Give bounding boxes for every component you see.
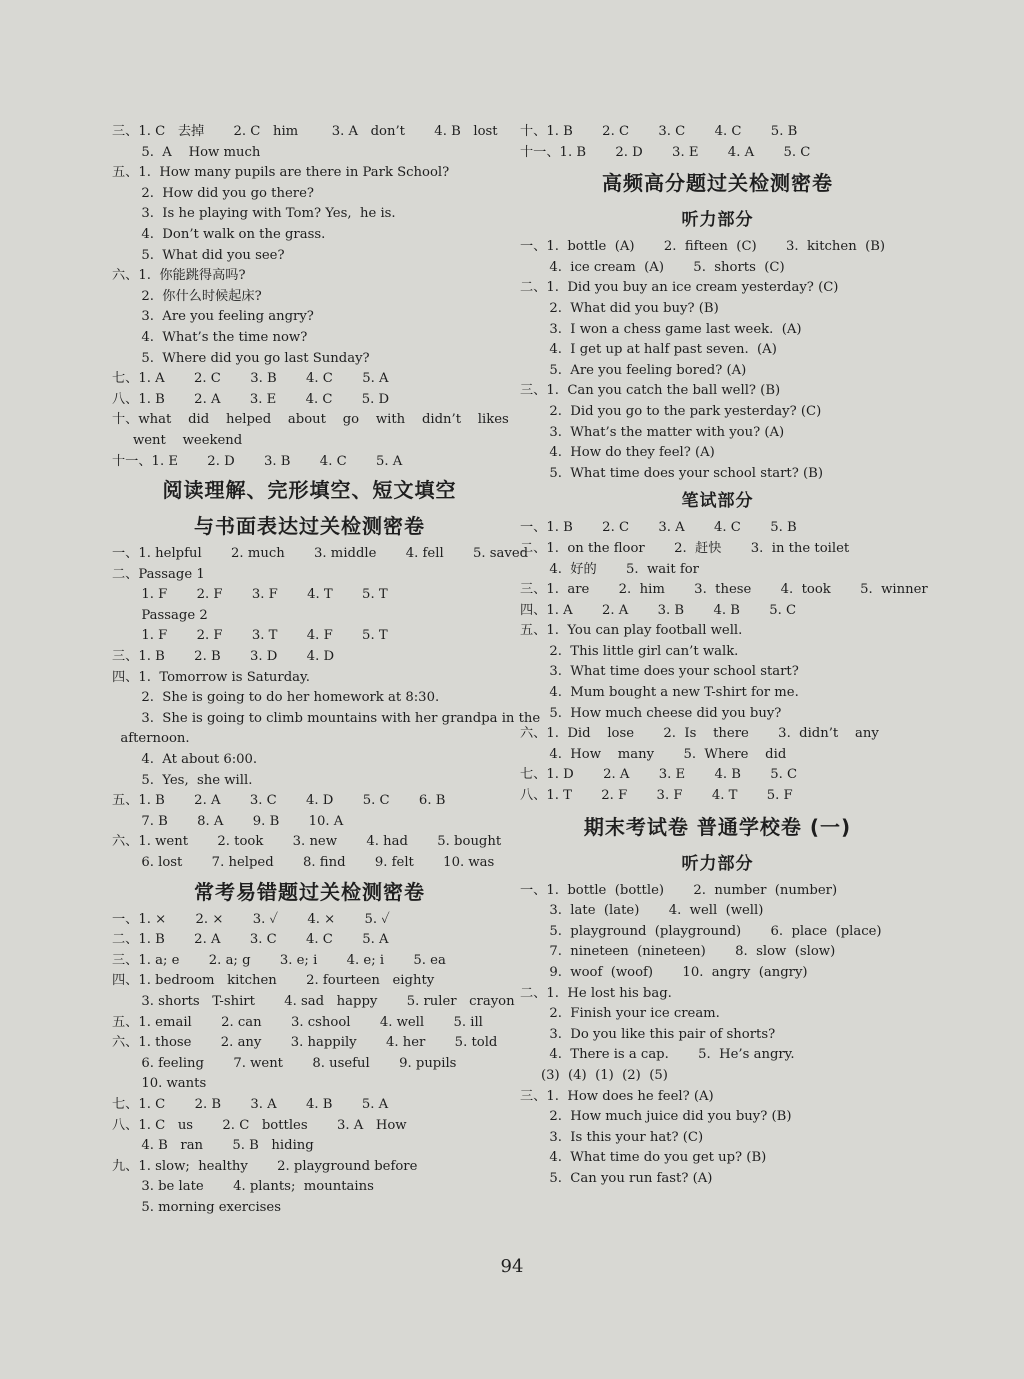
section-title: 阅读理解、完形填空、短文填空 (162, 478, 457, 503)
answer-line: Passage 2 (112, 607, 208, 623)
answer-line: 5. A How much (112, 144, 261, 160)
answer-line: 3. What’s the matter with you? (A) (520, 424, 785, 440)
answer-line: 十、what did helped about go with didn’t likes (112, 412, 509, 428)
page-number: 94 (500, 1256, 524, 1277)
answer-line: 一、1. helpful 2. much 3. middle 4. fell 5. saved (112, 546, 529, 562)
answer-line: 5. Yes, she will. (112, 772, 253, 788)
answer-line: 4. What time do you get up? (B) (520, 1150, 767, 1166)
answer-line: 五、1. How many pupils are there in Park School? (112, 165, 450, 181)
answer-line: 3. Are you feeling angry? (112, 309, 314, 325)
answer-line: 4. At about 6:00. (112, 752, 258, 768)
answer-line: 4. 好的 5. wait for (520, 561, 699, 577)
answer-line: 5. playground (playground) 6. place (place) (520, 923, 882, 939)
answer-line: 一、1. bottle (A) 2. fifteen (C) 3. kitchen (B) (520, 239, 886, 255)
answer-line: 2. This little girl can’t walk. (520, 643, 739, 659)
answer-line: 4. How many 5. Where did (520, 746, 787, 762)
answer-line: 八、1. B 2. A 3. E 4. C 5. D (112, 391, 390, 407)
answer-line: 3. I won a chess game last week. (A) (520, 321, 802, 337)
answer-line: 三、1. Can you catch the ball well? (B) (520, 383, 781, 399)
answer-line: 二、1. Did you buy an ice cream yesterday? (C) (520, 280, 839, 296)
answer-line: 7. nineteen (nineteen) 8. slow (slow) (520, 944, 836, 960)
answer-line: 3. She is going to climb mountains with her grandpa in the (112, 710, 541, 726)
section-subtitle: 笔试部分 (681, 491, 754, 512)
answer-line: 5. What did you see? (112, 247, 285, 263)
answer-line: 2. Did you go to the park yesterday? (C) (520, 403, 822, 419)
answer-line: 2. How did you go there? (112, 185, 314, 201)
answer-line: 3. What time does your school start? (520, 664, 799, 680)
answer-line: 4. Mum bought a new T-shirt for me. (520, 685, 799, 701)
section-title: 常考易错题过关检测密卷 (194, 879, 425, 904)
answer-line: 4. Don’t walk on the grass. (112, 226, 326, 242)
answer-line: 十、1. B 2. C 3. C 4. C 5. B (520, 124, 798, 139)
answer-line: 3. late (late) 4. well (well) (520, 903, 764, 919)
answer-line: 3. shorts T-shirt 4. sad happy 5. ruler crayon (112, 993, 515, 1009)
answer-line: 一、1. × 2. × 3. ✓ 4. × 5. ✓ (112, 911, 390, 927)
answer-line: 七、1. C 2. B 3. A 4. B 5. A (112, 1096, 389, 1112)
answer-line: 五、1. You can play football well. (520, 623, 743, 639)
answer-line: 七、1. D 2. A 3. E 4. B 5. C (520, 767, 798, 783)
answer-line: 4. B ran 5. B hiding (112, 1138, 314, 1154)
answer-line: 三、1. a; e 2. a; g 3. e; i 4. e; i 5. ea (112, 952, 446, 968)
answer-line: 八、1. T 2. F 3. F 4. T 5. F (520, 788, 793, 804)
answer-line: 2. Finish your ice cream. (520, 1006, 720, 1022)
answer-line: 三、1. B 2. B 3. D 4. D (112, 649, 335, 665)
answer-line: 6. lost 7. helped 8. find 9. felt 10. was (112, 855, 495, 870)
answer-line: 五、1. email 2. can 3. cshool 4. well 5. ill (112, 1014, 483, 1030)
answer-line: 三、1. are 2. him 3. these 4. took 5. winner (520, 582, 928, 598)
answer-line: 二、1. B 2. A 3. C 4. C 5. A (112, 932, 389, 948)
answer-line: afternoon. (112, 731, 190, 747)
answer-line: 2. She is going to do her homework at 8:30. (112, 690, 440, 706)
answer-line: 十一、1. B 2. D 3. E 4. A 5. C (520, 144, 811, 160)
answer-line: 2. How much juice did you buy? (B) (520, 1109, 792, 1125)
answer-line: went weekend (112, 432, 243, 448)
answer-line: 三、1. C 去掉 2. C him 3. A don’t 4. B lost (112, 124, 498, 139)
answer-line: 4. What’s the time now? (112, 329, 308, 345)
answer-line: 3. Is this your hat? (C) (520, 1129, 704, 1145)
answer-line: 4. There is a cap. 5. He’s angry. (520, 1047, 795, 1063)
answer-line: 六、1. Did lose 2. Is there 3. didn’t any (520, 726, 879, 742)
answer-line: 5. Can you run fast? (A) (520, 1170, 713, 1186)
answer-line: 四、1. Tomorrow is Saturday. (112, 669, 310, 685)
answer-line: 1. F 2. F 3. T 4. F 5. T (112, 628, 388, 644)
answer-line: 3. be late 4. plants; mountains (112, 1179, 374, 1195)
answer-line: 九、1. slow; healthy 2. playground before (112, 1158, 418, 1174)
section-title: 期末考试卷 普通学校卷 (一) (583, 814, 852, 839)
answer-line: 四、1. bedroom kitchen 2. fourteen eighty (112, 973, 435, 989)
answer-line: 4. I get up at half past seven. (A) (520, 342, 777, 358)
answer-line: 二、1. on the floor 2. 赶快 3. in the toilet (520, 540, 850, 556)
answer-line: 五、1. B 2. A 3. C 4. D 5. C 6. B (112, 793, 446, 809)
answer-line: 5. Where did you go last Sunday? (112, 350, 370, 366)
section-title: 与书面表达过关检测密卷 (194, 514, 425, 539)
answer-line: 2. What did you buy? (B) (520, 300, 719, 316)
answer-line: 四、1. A 2. A 3. B 4. B 5. C (520, 602, 797, 618)
answer-line: 4. How do they feel? (A) (520, 445, 715, 461)
answer-line: 9. woof (woof) 10. angry (angry) (520, 965, 808, 980)
answer-line: 5. morning exercises (112, 1199, 281, 1215)
answer-line: 七、1. A 2. C 3. B 4. C 5. A (112, 371, 389, 387)
answer-line: 6. feeling 7. went 8. useful 9. pupils (112, 1055, 457, 1071)
answer-line: 八、1. C us 2. C bottles 3. A How (112, 1117, 407, 1133)
section-subtitle: 听力部分 (681, 853, 754, 874)
answer-line: 4. ice cream (A) 5. shorts (C) (520, 259, 785, 275)
answer-line: 10. wants (112, 1076, 207, 1092)
section-title: 高频高分题过关检测密卷 (602, 171, 833, 196)
answer-line: 5. How much cheese did you buy? (520, 705, 782, 721)
answer-line: 5. Are you feeling bored? (A) (520, 362, 747, 378)
answer-line: 一、1. bottle (bottle) 2. number (number) (520, 882, 838, 898)
answer-line: 六、1. 你能跳得高吗? (112, 268, 246, 284)
answer-line: 三、1. How does he feel? (A) (520, 1088, 714, 1104)
right-column (520, 122, 928, 1190)
answer-line: 7. B 8. A 9. B 10. A (112, 813, 344, 829)
section-subtitle: 听力部分 (681, 210, 754, 231)
answer-line: 一、1. B 2. C 3. A 4. C 5. B (520, 520, 797, 536)
answer-line: 3. Is he playing with Tom? Yes, he is. (112, 206, 396, 222)
answer-line: 二、1. He lost his bag. (520, 985, 672, 1001)
answer-line: 六、1. went 2. took 3. new 4. had 5. bought (112, 834, 502, 850)
answer-line: (3) (4) (1) (2) (5) (520, 1067, 668, 1083)
answer-line: 二、Passage 1 (112, 566, 205, 582)
answer-line: 十一、1. E 2. D 3. B 4. C 5. A (112, 453, 403, 469)
answer-line: 1. F 2. F 3. F 4. T 5. T (112, 587, 388, 603)
left-column (112, 122, 541, 1219)
answer-line: 2. 你什么时候起床? (112, 288, 262, 304)
answer-line: 3. Do you like this pair of shorts? (520, 1026, 776, 1042)
answer-line: 六、1. those 2. any 3. happily 4. her 5. told (112, 1035, 498, 1051)
answer-line: 5. What time does your school start? (B) (520, 465, 823, 481)
